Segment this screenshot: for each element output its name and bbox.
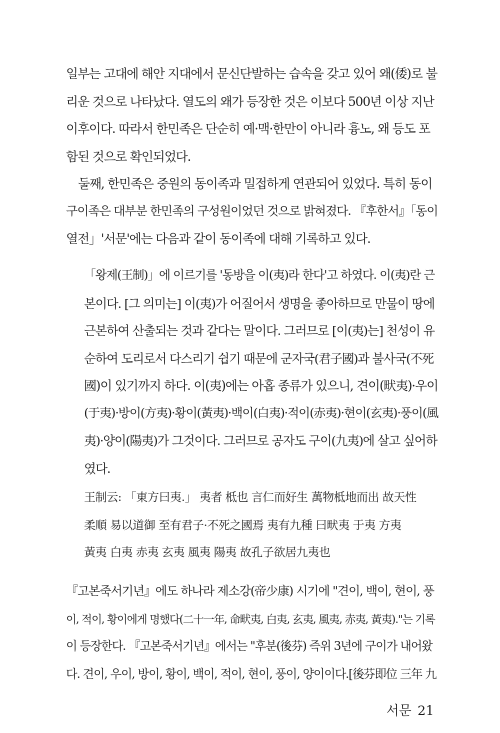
text-line: 일부는 고대에 해안 지대에서 문신단발하는 습속을 갖고 있어 왜(倭)로 불 (66, 66, 438, 81)
quote-line: 였다. (84, 460, 111, 476)
hanmun-line: 黃夷 白夷 赤夷 玄夷 風夷 陽夷 故孔子欲居九夷也 (84, 545, 331, 559)
text-line: 열전」'서문'에는 다음과 같이 동이족에 대해 기록하고 있다. (66, 231, 371, 246)
text-line: 리운 것으로 나타났다. 열도의 왜가 등장한 것은 이보다 500년 이상 지난 (66, 93, 434, 109)
hanmun-line: 柔順 易以道御 至有君子·不死之國焉 夷有九種 曰畎夷 于夷 方夷 (84, 517, 402, 532)
quote-line: 國)이 있기까지 하다. 이(夷)에는 아홉 종류가 있으니, 견이(畎夷)·우이 (84, 378, 438, 393)
paragraph-3 (66, 578, 438, 688)
paragraph-2 (66, 170, 438, 253)
text-line: 구이족은 대부분 한민족의 구성원이었던 것으로 밝혀졌다. 『후한서』「동이 (66, 203, 438, 218)
text-line: 『고본죽서기년』에도 하나라 제소강(帝少康) 시기에 "견이, 백이, 현이, 풍 (66, 584, 434, 598)
classical-chinese-quote (84, 484, 438, 567)
quote-block (84, 262, 438, 482)
page-footer (386, 700, 434, 719)
text-line: 둘째, 한민족은 중원의 동이족과 밀접하게 연관되어 있었다. 특히 동이 (78, 176, 433, 191)
quote-line: 근본하여 산출되는 것과 같다는 말이다. 그러므로 [이(夷)는] 천성이 유 (84, 323, 435, 338)
quote-line: 순하여 도리로서 다스리기 쉽기 때문에 군자국(君子國)과 불사국(不死 (84, 350, 434, 366)
text-line: 이, 적이, 황이에게 명했다(二十一年, 命畎夷, 白夷, 玄夷, 風夷, 赤夷, 黃夷)."는 기록 (66, 612, 435, 626)
paragraph-1 (66, 60, 438, 170)
hanmun-line: 王制云: 「東方曰夷.」 夷者 柢也 言仁而好生 萬物柢地而出 故天性 (84, 490, 417, 504)
text-line: 다. 견이, 우이, 방이, 황이, 백이, 적이, 현이, 풍이, 양이이다.[後芬即位 三年 九 (66, 666, 437, 681)
text-line: 이후이다. 따라서 한민족은 단순히 예·맥·한만이 아니라 흉노, 왜 등도 포 (66, 121, 430, 136)
quote-line: 「왕제(王制)」에 이르기를 '동방을 이(夷)라 한다'고 하였다. 이(夷)란 근 (84, 268, 435, 282)
quote-line: 夷)·양이(陽夷)가 그것이다. 그러므로 공자도 구이(九夷)에 살고 싶어하 (84, 433, 437, 448)
text-line: 이 등장한다. 『고본죽서기년』에서는 "후분(後芬) 즉위 3년에 구이가 내어왔 (66, 639, 433, 653)
quote-line: 본이다. [그 의미는] 이(夷)가 어질어서 생명을 좋아하므로 만물이 땅에 (84, 295, 435, 311)
page-number: 21 (417, 704, 434, 719)
section-title: 서문 (386, 704, 412, 719)
text-line: 함된 것으로 확인되었다. (66, 148, 191, 164)
quote-line: (于夷)·방이(方夷)·황이(黃夷)·백이(白夷)·적이(赤夷)·현이(玄夷)·풍이(風 (84, 405, 438, 420)
